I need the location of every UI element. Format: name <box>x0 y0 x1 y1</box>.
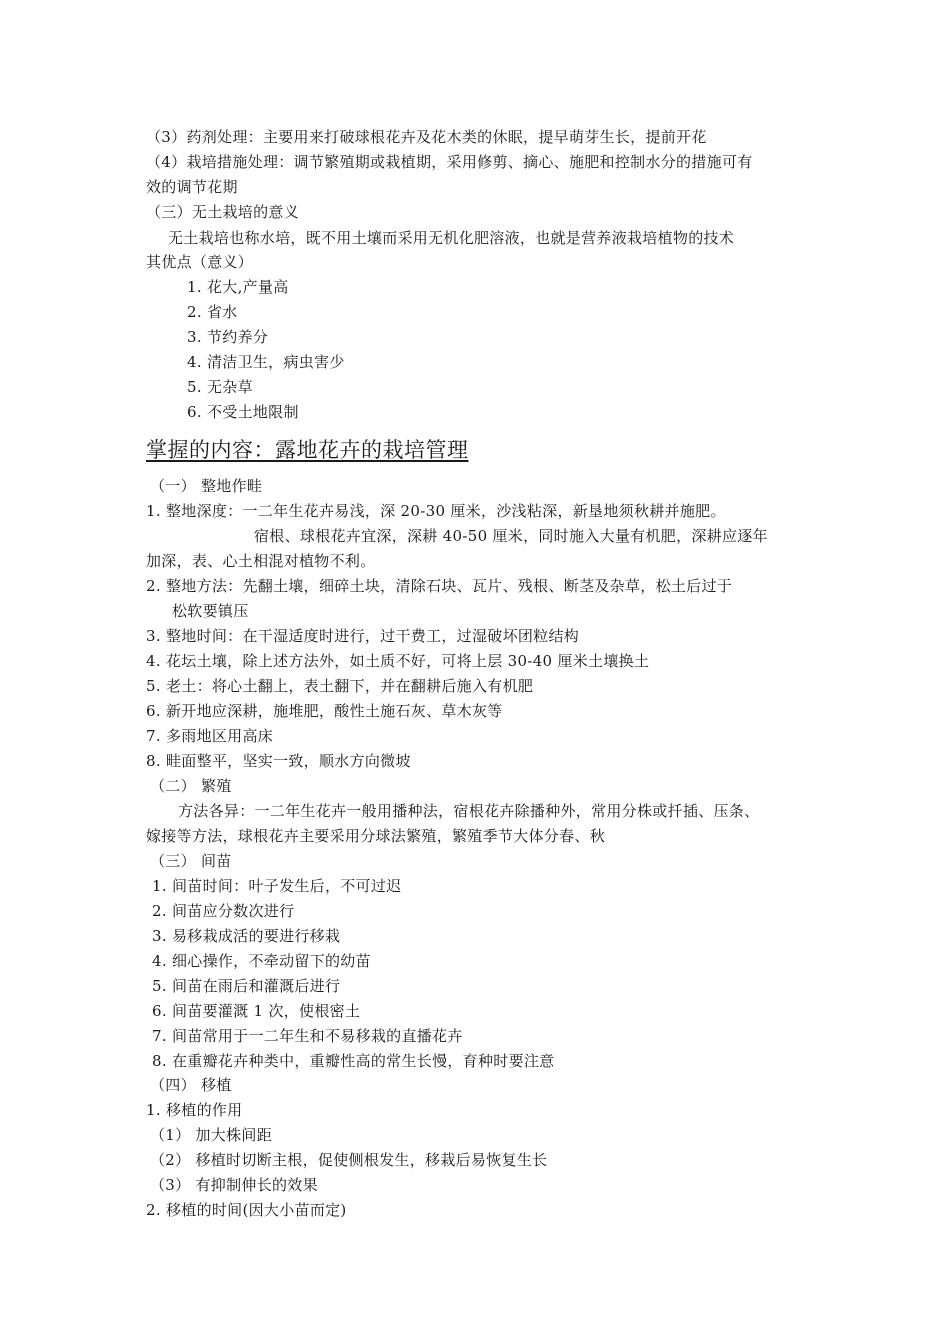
list-item: 6. 间苗要灌溉 1 次，使根密土 <box>152 1002 361 1020</box>
list-item: 5. 老土：将心土翻上，表土翻下，并在翻耕后施入有机肥 <box>146 677 534 695</box>
main-heading: 掌握的内容：露地花卉的栽培管理 <box>146 438 469 462</box>
paragraph-line: （3）药剂处理：主要用来打破球根花卉及花木类的休眠，提早萌芽生长，提前开花 <box>146 128 707 146</box>
list-item: 4. 清洁卫生，病虫害少 <box>187 353 345 371</box>
list-item: 2. 整地方法：先翻土壤，细碎土块，清除石块、瓦片、残根、断茎及杂草，松土后过于 <box>146 577 733 595</box>
list-item: 8. 畦面整平，坚实一致，顺水方向微坡 <box>146 752 411 770</box>
list-item: 1. 间苗时间：叶子发生后，不可过迟 <box>152 877 402 895</box>
paragraph-line: 加深，表、心土相混对植物不利。 <box>146 552 376 570</box>
list-item: （3） 有抑制伸长的效果 <box>150 1176 318 1194</box>
paragraph-line: 宿根、球根花卉宜深，深耕 40-50 厘米，同时施入大量有机肥，深耕应逐年 <box>254 527 768 545</box>
paragraph-line: 其优点（意义） <box>146 253 254 271</box>
list-item: 5. 间苗在雨后和灌溉后进行 <box>152 977 341 995</box>
list-item: 5. 无杂草 <box>187 378 253 396</box>
paragraph-line: 嫁接等方法，球根花卉主要采用分球法繁殖，繁殖季节大体分春、秋 <box>146 827 606 845</box>
paragraph-line: 效的调节花期 <box>146 178 238 196</box>
list-item: 2. 省水 <box>187 303 238 321</box>
paragraph-line: 无土栽培也称水培，既不用土壤而采用无机化肥溶液，也就是营养液栽培植物的技术 <box>168 229 735 247</box>
paragraph-line: （4）栽培措施处理：调节繁殖期或栽植期，采用修剪、摘心、施肥和控制水分的措施可有 <box>146 153 753 171</box>
section-title: （三）无土栽培的意义 <box>146 203 300 221</box>
list-item: 2. 间苗应分数次进行 <box>152 902 295 920</box>
section-title: （二） 繁殖 <box>150 777 232 795</box>
list-item: （1） 加大株间距 <box>150 1126 273 1144</box>
list-item: 1. 整地深度：一二年生花卉易浅，深 20-30 厘米，沙浅粘深，新垦地须秋耕并施肥。 <box>146 502 726 520</box>
list-item: 8. 在重瓣花卉种类中，重瓣性高的常生长慢，育种时要注意 <box>152 1052 555 1070</box>
list-item: 3. 整地时间：在干湿适度时进行，过干费工，过湿破坏团粒结构 <box>146 627 580 645</box>
list-item: 7. 间苗常用于一二年生和不易移栽的直播花卉 <box>152 1027 463 1045</box>
list-item: 6. 不受土地限制 <box>187 403 299 421</box>
list-item: 4. 花坛土壤，除上述方法外，如土质不好，可将上层 30-40 厘米土壤换土 <box>146 652 650 670</box>
list-item: 7. 多雨地区用高床 <box>146 727 274 745</box>
list-item: 6. 新开地应深耕，施堆肥，酸性土施石灰、草木灰等 <box>146 702 503 720</box>
section-title: （一） 整地作畦 <box>150 477 263 495</box>
list-item: 3. 节约养分 <box>187 328 269 346</box>
list-item: 2. 移植的时间(因大小苗而定) <box>146 1201 347 1219</box>
list-item: 3. 易移栽成活的要进行移栽 <box>152 927 341 945</box>
paragraph-line: 方法各异：一二年生花卉一般用播种法，宿根花卉除播种外，常用分株或扦插、压条、 <box>178 802 760 820</box>
list-item: 1. 移植的作用 <box>146 1101 243 1119</box>
section-title: （三） 间苗 <box>150 852 232 870</box>
paragraph-line: 松软要镇压 <box>172 602 249 620</box>
list-item: 4. 细心操作，不牵动留下的幼苗 <box>152 952 371 970</box>
section-title: （四） 移植 <box>150 1076 232 1094</box>
list-item: 1. 花大,产量高 <box>187 278 289 296</box>
list-item: （2） 移植时切断主根，促使侧根发生，移栽后易恢复生长 <box>150 1151 548 1169</box>
